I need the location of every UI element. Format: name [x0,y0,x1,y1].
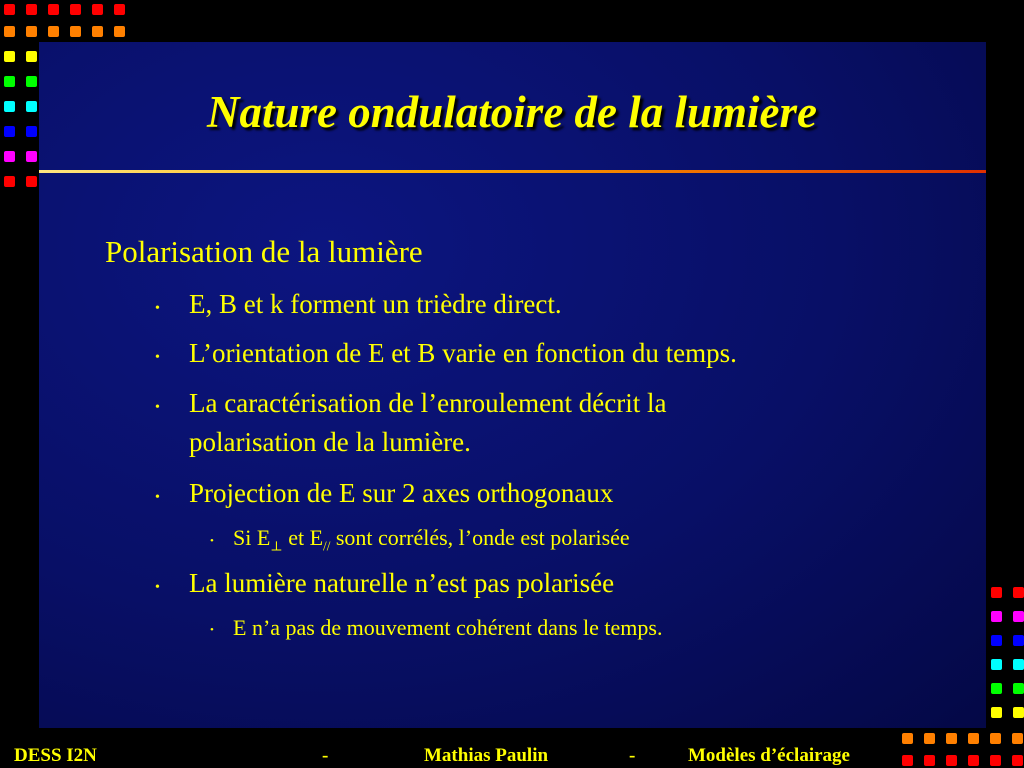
decor-square [26,176,37,187]
decor-square [902,733,913,744]
decor-square [92,26,103,37]
decor-square [991,659,1002,670]
decor-square [92,4,103,15]
decor-square [990,755,1001,766]
decor-square [1013,587,1024,598]
decor-square [946,733,957,744]
footer-subject: Modèles d’éclairage [688,745,850,766]
title-underline [39,170,986,173]
slide-title: Nature ondulatoire de la lumière [206,87,818,137]
decor-square [924,733,935,744]
decor-square [4,101,15,112]
decor-square [114,4,125,15]
sub-bullet-dot: • [210,535,214,547]
sub-bullet-text: sont corrélés, l’onde est polarisée [330,525,630,550]
decor-square [70,26,81,37]
bullet-dot: • [155,301,160,316]
decor-square [26,151,37,162]
decor-square [991,707,1002,718]
bullet-dot: • [155,350,160,365]
bullet-dot: • [155,400,160,415]
bullet-dot: • [155,580,160,595]
footer-separator: - [629,745,636,766]
footer-author: Mathias Paulin [424,745,549,766]
perpendicular-subscript: ⊥ [270,538,283,554]
decor-square [1013,707,1024,718]
decor-square [114,26,125,37]
decor-square [991,635,1002,646]
decor-square [1013,659,1024,670]
parallel-subscript: // [323,538,331,554]
decor-square [26,51,37,62]
sub-bullet-item: E n’a pas de mouvement cohérent dans le temps. [233,615,663,640]
bullet-dot: • [155,490,160,505]
decor-square [4,151,15,162]
decor-square [991,683,1002,694]
decor-square [48,4,59,15]
decor-square [924,755,935,766]
decor-square [1013,683,1024,694]
decor-square [4,4,15,15]
sub-bullet-item [233,525,630,554]
decor-square [946,755,957,766]
bullet-item: La lumière naturelle n’est pas polarisée [189,568,615,598]
decor-square [902,755,913,766]
decor-square [4,51,15,62]
decor-square [26,76,37,87]
decor-square [26,26,37,37]
decor-square [1012,733,1023,744]
sub-bullet-dot: • [210,624,214,636]
sub-bullet-text: et E [282,525,324,550]
decor-square [26,126,37,137]
decor-square [70,4,81,15]
decor-square [26,4,37,15]
decor-square [4,26,15,37]
section-heading: Polarisation de la lumière [105,234,423,269]
bullet-item-continuation: polarisation de la lumière. [189,427,471,457]
decor-square [4,76,15,87]
bullet-item: E, B et k forment un trièdre direct. [189,289,562,319]
bullet-item: Projection de E sur 2 axes orthogonaux [189,478,614,508]
decor-square [990,733,1001,744]
decor-square [48,26,59,37]
footer-course: DESS I2N [14,745,97,766]
decor-square [1013,635,1024,646]
decor-square [968,755,979,766]
bullet-item: L’orientation de E et B varie en fonction du temps. [189,338,737,368]
sub-bullet-text: Si E [233,525,271,550]
decor-square [1013,611,1024,622]
decor-square [991,587,1002,598]
decor-square [26,101,37,112]
decor-square [4,126,15,137]
decor-square [991,611,1002,622]
bullet-item: La caractérisation de l’enroulement décrit la [189,388,667,418]
decor-square [1012,755,1023,766]
footer-separator: - [322,745,329,766]
decor-square [4,176,15,187]
decor-square [968,733,979,744]
